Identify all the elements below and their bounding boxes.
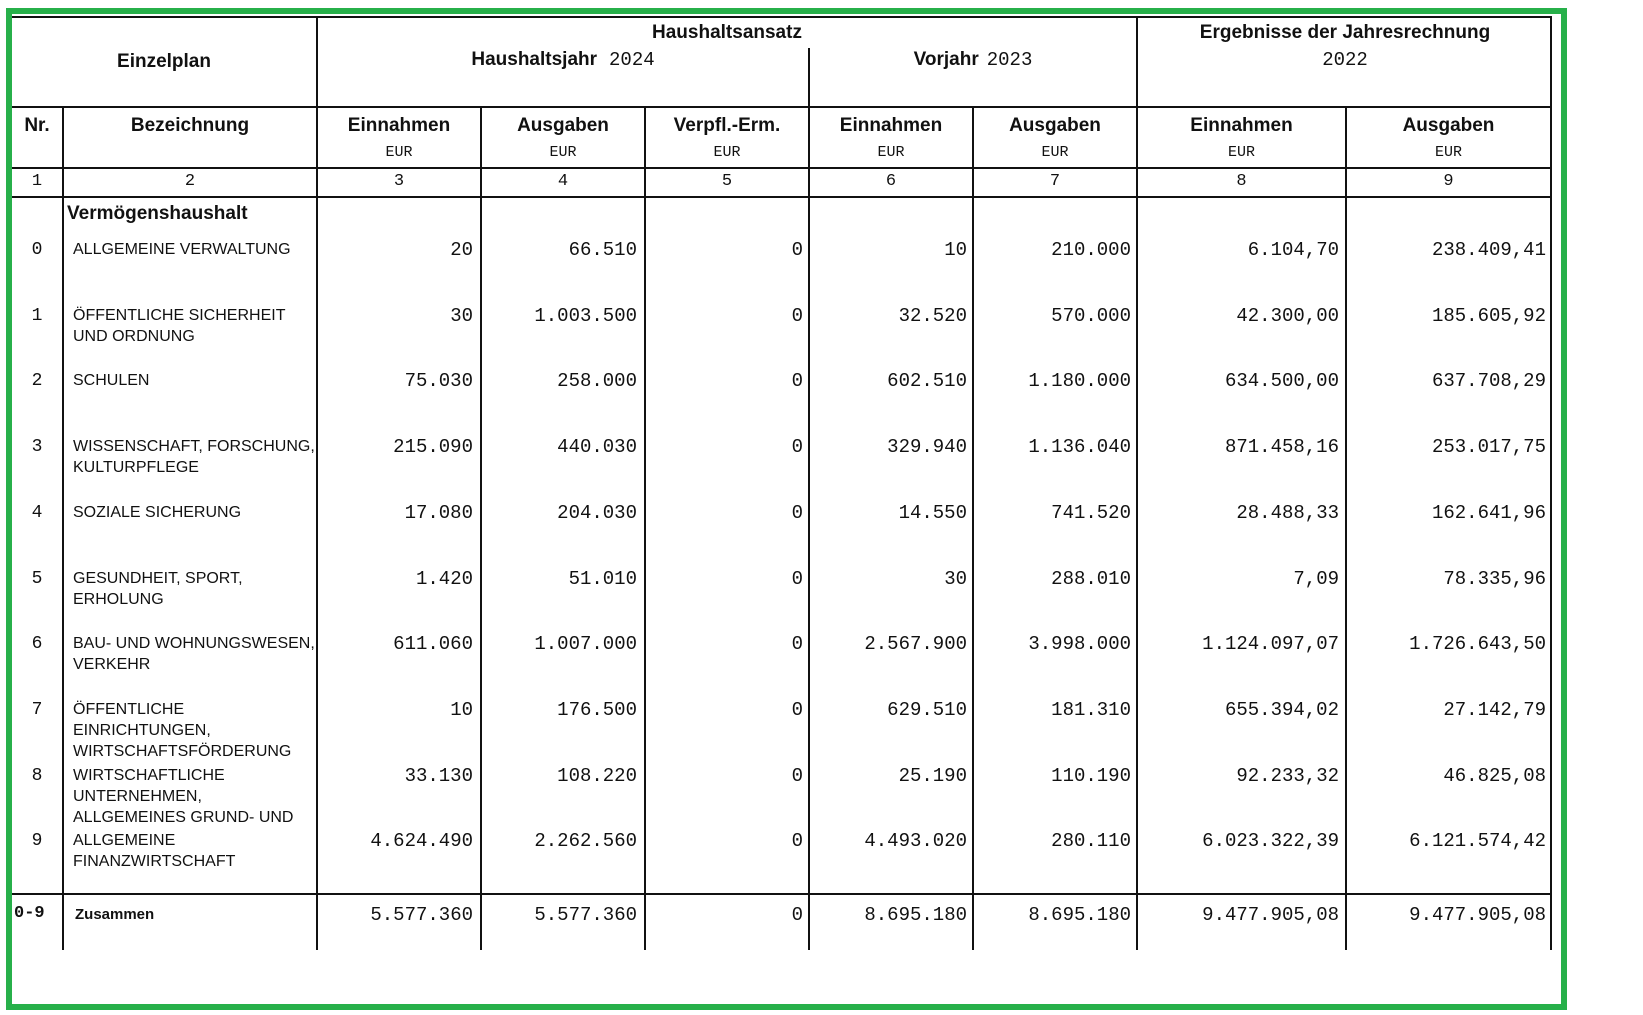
row-value: 46.825,08 [1443,765,1546,787]
row-value: 2.567.900 [864,633,967,655]
row-value: 75.030 [404,370,473,392]
row-value: 66.510 [568,239,637,261]
col-index-5: 5 [721,172,733,191]
col-index-4: 4 [557,172,569,191]
row-value: 185.605,92 [1431,305,1546,327]
row-value: 0 [791,436,803,458]
vline-c3 [480,107,482,950]
row-value: 329.940 [887,436,967,458]
unit-c5: EUR [713,144,741,161]
vline-c4 [644,107,646,950]
vline-c6 [972,107,974,950]
total-value: 9.477.905,08 [1409,904,1546,926]
row-value: 280.110 [1051,830,1131,852]
row-nr: 1 [31,306,43,326]
total-value: 5.577.360 [370,904,473,926]
row-label: ÖFFENTLICHE SICHERHEIT UND ORDNUNG [73,307,286,345]
section-title: Vermögenshaushalt [67,203,248,224]
unit-c8: EUR [1227,144,1255,161]
row-value: 0 [791,239,803,261]
vorjahr-value: 2023 [986,49,1033,71]
row-value: 6.104,70 [1247,239,1339,261]
col-bezeichnung: Bezeichnung [130,115,250,136]
row-value: 10 [450,699,473,721]
total-label: Zusammen [75,906,155,923]
row-value: 253.017,75 [1431,436,1546,458]
col-einnahmen-2023: Einnahmen [839,115,943,136]
col-index-2: 2 [184,172,196,191]
unit-c4: EUR [549,144,577,161]
row-value: 1.124.097,07 [1202,633,1339,655]
row-value: 1.420 [415,568,473,590]
col-einnahmen-2022: Einnahmen [1190,115,1293,136]
total-value: 9.477.905,08 [1202,904,1339,926]
row-value: 30 [944,568,967,590]
row-value: 1.136.040 [1028,436,1131,458]
total-value: 8.695.180 [864,904,967,926]
col-index-3: 3 [393,172,405,191]
row-value: 258.000 [557,370,637,392]
row-value: 6.121.574,42 [1409,830,1546,852]
row-value: 51.010 [568,568,637,590]
row-label: WIRTSCHAFTLICHE UNTERNEHMEN, ALLGEMEINES GRUND- UND [73,767,294,826]
row-value: 4.624.490 [370,830,473,852]
rule-units-bottom [12,167,1552,169]
row-label: BAU- UND WOHNUNGSWESEN, VERKEHR [73,635,315,673]
row-value: 108.220 [557,765,637,787]
row-value: 32.520 [898,305,967,327]
row-value: 10 [944,239,967,261]
row-nr: 4 [31,503,43,523]
row-value: 0 [791,502,803,524]
row-value: 215.090 [393,436,473,458]
row-value: 92.233,32 [1236,765,1339,787]
row-value: 288.010 [1051,568,1131,590]
col-ausgaben-2024: Ausgaben [517,115,609,136]
row-label: ALLGEMEINE VERWALTUNG [73,241,291,258]
row-value: 871.458,16 [1224,436,1339,458]
row-value: 602.510 [887,370,967,392]
col-index-7: 7 [1049,172,1061,191]
row-value: 611.060 [393,633,473,655]
row-nr: 7 [31,700,43,720]
row-value: 0 [791,568,803,590]
row-value: 2.262.560 [534,830,637,852]
row-value: 176.500 [557,699,637,721]
row-value: 1.180.000 [1028,370,1131,392]
col-index-8: 8 [1236,172,1247,191]
row-value: 655.394,02 [1224,699,1339,721]
row-label: ÖFFENTLICHE EINRICHTUNGEN, WIRTSCHAFTSFÖRDERUNG [73,701,292,760]
unit-c9: EUR [1434,144,1462,161]
col-index-1: 1 [31,172,43,191]
row-value: 440.030 [557,436,637,458]
header-ergebnisse: Ergebnisse der Jahresrechnung [1199,22,1491,43]
rule-total-top [12,893,1552,895]
row-value: 42.300,00 [1236,305,1339,327]
row-nr: 0 [31,240,43,260]
header-haushaltsjahr [318,49,808,71]
row-value: 1.003.500 [534,305,637,327]
total-nr: 0-9 [14,904,45,923]
rule-index-bottom [12,196,1552,198]
row-value: 629.510 [887,699,967,721]
row-value: 181.310 [1051,699,1131,721]
row-value: 0 [791,305,803,327]
row-label: SOZIALE SICHERUNG [73,504,242,521]
row-value: 1.726.643,50 [1409,633,1546,655]
col-ausgaben-2022: Ausgaben [1402,115,1495,136]
row-value: 204.030 [557,502,637,524]
row-value: 78.335,96 [1443,568,1546,590]
row-value: 27.142,79 [1443,699,1546,721]
row-value: 0 [791,830,803,852]
row-value: 0 [791,370,803,392]
row-value: 0 [791,699,803,721]
row-value: 210.000 [1051,239,1131,261]
row-value: 7,09 [1293,568,1339,590]
col-einnahmen-2024: Einnahmen [347,115,451,136]
vline-c8 [1345,107,1347,950]
total-value: 0 [791,904,803,926]
row-value: 4.493.020 [864,830,967,852]
col-index-9: 9 [1443,172,1454,191]
rule-header-bottom [12,106,1552,108]
row-value: 162.641,96 [1431,502,1546,524]
row-value: 0 [791,633,803,655]
col-verpfl: Verpfl.-Erm. [673,115,781,136]
row-value: 238.409,41 [1431,239,1546,261]
total-value: 5.577.360 [534,904,637,926]
row-label: ALLGEMEINE FINANZWIRTSCHAFT [73,832,236,870]
row-value: 741.520 [1051,502,1131,524]
row-nr: 8 [31,766,43,786]
haushaltsjahr-value: 2024 [609,49,655,71]
row-value: 30 [450,305,473,327]
row-value: 28.488,33 [1236,502,1339,524]
row-nr: 3 [31,437,43,457]
row-value: 3.998.000 [1028,633,1131,655]
header-ergebnisse-jahr: 2022 [1322,49,1368,71]
col-nr: Nr. [24,115,50,136]
row-nr: 5 [31,569,43,589]
row-value: 17.080 [404,502,473,524]
rule-top [12,16,1552,18]
row-value: 110.190 [1051,765,1131,787]
row-value: 637.708,29 [1431,370,1546,392]
header-einzelplan: Einzelplan [117,51,211,72]
row-value: 1.007.000 [534,633,637,655]
row-value: 25.190 [898,765,967,787]
total-value: 8.695.180 [1028,904,1131,926]
vorjahr-label: Vorjahr [913,49,979,70]
row-nr: 2 [31,371,43,391]
row-value: 33.130 [404,765,473,787]
vline-right [1550,17,1552,950]
row-label: WISSENSCHAFT, FORSCHUNG, KULTURPFLEGE [73,438,315,476]
col-ausgaben-2023: Ausgaben [1009,115,1101,136]
unit-c6: EUR [877,144,905,161]
row-nr: 9 [31,831,43,851]
row-label: SCHULEN [73,372,150,389]
header-haushaltsansatz: Haushaltsansatz [652,22,802,43]
header-vorjahr [810,49,1136,71]
unit-c3: EUR [385,144,413,161]
row-value: 6.023.322,39 [1202,830,1339,852]
col-index-6: 6 [885,172,897,191]
row-value: 14.550 [898,502,967,524]
row-value: 0 [791,765,803,787]
row-label: GESUNDHEIT, SPORT, ERHOLUNG [73,570,243,608]
unit-c7: EUR [1041,144,1069,161]
vline-nr [62,107,64,950]
haushaltsjahr-label: Haushaltsjahr [471,49,598,70]
row-value: 634.500,00 [1224,370,1339,392]
row-value: 570.000 [1051,305,1131,327]
row-nr: 6 [31,634,43,654]
row-value: 20 [450,239,473,261]
